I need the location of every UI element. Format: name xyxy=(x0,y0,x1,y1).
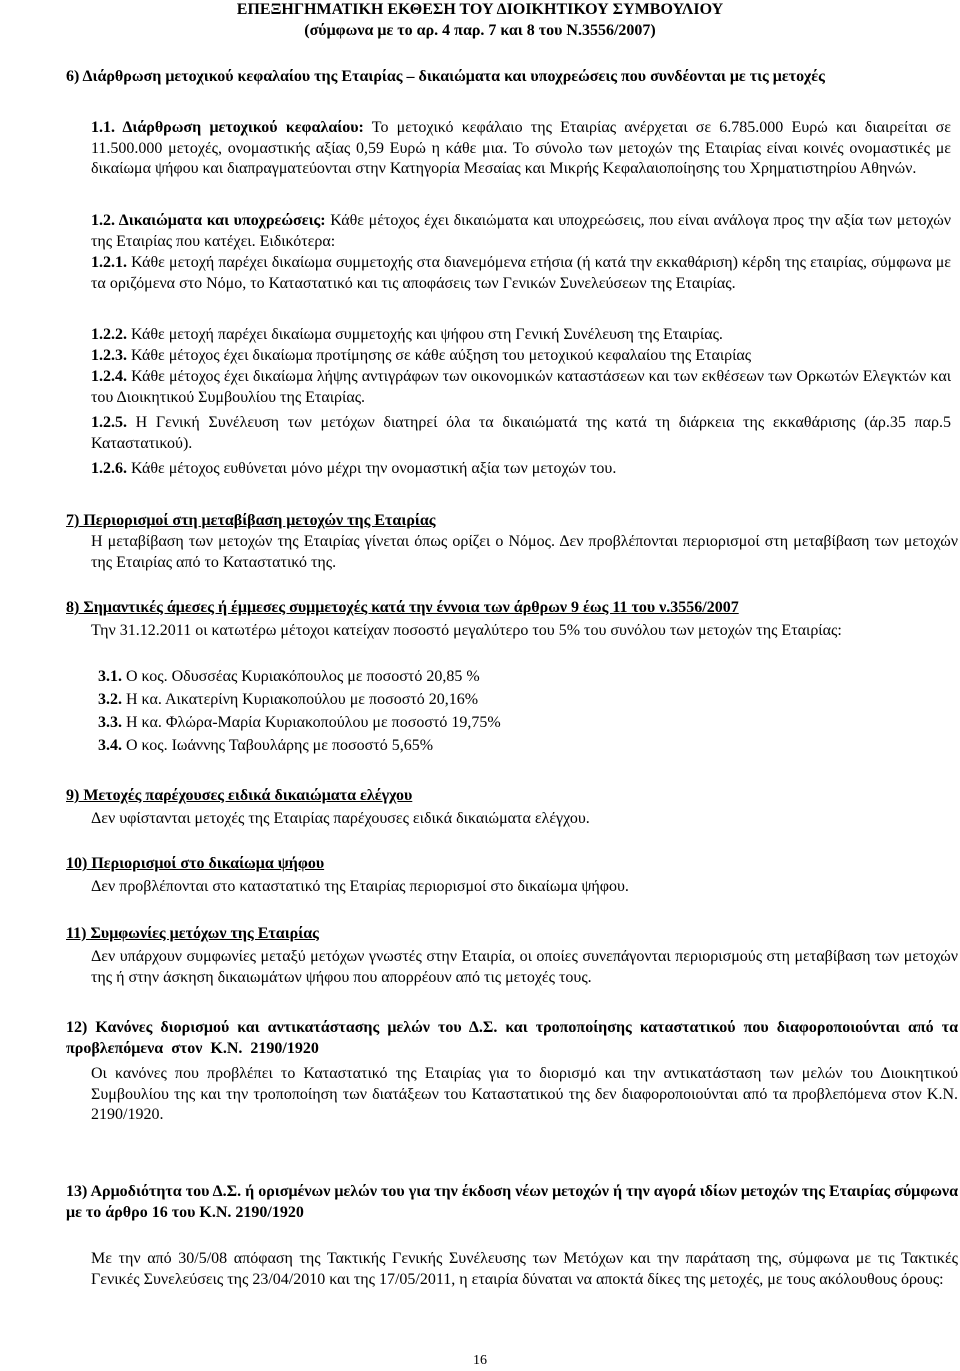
capital-text: Το μετοχικό κεφάλαιο της Εταιρίας ανέρχεται σε 6.785.000 Ευρώ και διαιρείται σε 11.500.000 μετοχές, ονομαστικής αξίας 0,59 Ευρώ η κάθε μια. xyxy=(91,119,951,157)
section-6-2-label: 1.2. Δικαιώματα και υποχρεώσεις: xyxy=(91,212,326,229)
section-13-heading: 13) Αρμοδιότητα του Δ.Σ. ή ορισμένων μελών του για την έκδοση νέων μετοχών ή την αγορά ιδίων μετοχών της Εταιρίας σύμφωνα με το άρθρο 16 του Κ.Ν. 2190/1920 xyxy=(66,1183,958,1221)
section-8-heading: 8) Σημαντικές άμεσες ή έμμεσες συμμετοχές κατά την έννοια των άρθρων 9 έως 11 του ν.3556/2007 xyxy=(66,599,739,616)
section-13-text: Με την από 30/5/08 απόφαση της Τακτικής Γενικής Συνέλευσης των Μετόχων και την παράταση της, σύμφωνα με τις Τακτικές Γενικές Συνελεύσεις της 23/04/2010 και της 17/05/2011, η εταιρία δύναται να αποκτά δίκες της μετοχές, με τους ακόλουθους όρους: xyxy=(91,1250,958,1288)
section-6-heading: 6) Διάρθρωση μετοχικού κεφαλαίου της Εταιρίας – δικαιώματα και υποχρεώσεις που συνδέονται με τις μετοχές xyxy=(66,68,825,85)
section-7-heading: 7) Περιορισμοί στη μεταβίβαση μετοχών της Εταιρίας xyxy=(66,512,436,529)
section-10-text: Δεν προβλέπονται στο καταστατικό της Εταιρίας περιορισμοί στο δικαίωμα ψήφου. xyxy=(91,878,629,895)
list-item: 1.2.6. Κάθε μέτοχος ευθύνεται μόνο μέχρι την ονομαστική αξία των μετοχών του. xyxy=(91,460,617,477)
section-10-heading: 10) Περιορισμοί στο δικαίωμα ψήφου xyxy=(66,855,325,872)
section-12-text: Οι κανόνες που προβλέπει το Καταστατικό της Εταιρίας για το διορισμό και την αντικατάσταση των μελών του Διοικητικού Συμβουλίου της και την τροποποίηση των διατάξεων του Καταστατικού της δεν διαφοροποιούνται από τα προβλεπόμενα στον Κ.Ν. 2190/1920. xyxy=(91,1065,958,1124)
section-11-text: Δεν υπάρχουν συμφωνίες μεταξύ μετόχων γνωστές στην Εταιρία, οι οποίες συνεπάγονται περιορισμούς στη μεταβίβαση των μετοχών της ή στην άσκηση δικαιωμάτων ψήφου που απορρέουν από τις μετοχές τους. xyxy=(91,948,958,986)
section-8-intro: Την 31.12.2011 οι κατωτέρω μέτοχοι κατείχαν ποσοστό μεγαλύτερο του 5% του συνόλου των μετοχών της Εταιρίας: xyxy=(91,622,842,639)
section-9-text: Δεν υφίστανται μετοχές της Εταιρίας παρέχουσες ειδικά δικαιώματα ελέγχου. xyxy=(91,810,590,827)
page-number: 16 xyxy=(473,1353,487,1368)
list-item: 1.2.2. Κάθε μετοχή παρέχει δικαίωμα συμμετοχής και ψήφου στη Γενική Συνέλευση της Εταιρίας. xyxy=(91,326,723,343)
list-item: 1.2.1. Κάθε μετοχή παρέχει δικαίωμα συμμετοχής στα διανεμόμενα ετήσια (ή κατά την εκκαθάριση) κέρδη της εταιρίας, σύμφωνα με τα οριζόμενα στο Νόμο, το Καταστατικό και τις αποφάσεις των Γενικών Συνελεύσεων της Εταιρίας. xyxy=(91,254,952,292)
section-11-heading: 11) Συμφωνίες μετόχων της Εταιρίας xyxy=(66,925,319,942)
section-6-1-paragraph xyxy=(91,118,951,180)
list-item: 1.2.3. Κάθε μέτοχος έχει δικαίωμα προτίμησης σε κάθε αύξηση του μετοχικού κεφαλαίου της Εταιρίας xyxy=(91,347,752,364)
holder-item: 3.3. Η κα. Φλώρα-Μαρία Κυριακοπούλου με ποσοστό 19,75% xyxy=(98,714,501,731)
rights-text: Κάθε μέτοχος έχει δικαιώματα και υποχρεώσεις, που είναι ανάλογα προς την αξία των μετοχών της Εταιρίας που κατέχει. Ειδικότερα: xyxy=(91,212,952,250)
list-item: 1.2.5. Η Γενική Συνέλευση των μετόχων διατηρεί όλα τα δικαιώματά της κατά τη διάρκεια της εκκαθάρισης (άρ.35 παρ.5 Καταστατικού). xyxy=(91,414,952,452)
shares-text: Το σύνολο των μετοχών της Εταιρίας είναι κοινές ονομαστικές με δικαίωμα ψήφου και διαπραγματεύονται στην Κατηγορία Μεσαίας και Μικρής Κεφαλαιοποίησης του Χρηματιστηρίου Αθηνών. xyxy=(91,139,951,178)
list-item: 1.2.4. Κάθε μέτοχος έχει δικαίωμα λήψης αντιγράφων των οικονομικών καταστάσεων και των εκθέσεων των Ορκωτών Ελεγκτών και του Διοικητικού Συμβουλίου της Εταιρίας. xyxy=(91,368,952,406)
section-6-1-label: 1.1. Διάρθρωση μετοχικού κεφαλαίου: xyxy=(91,119,364,136)
section-6-2-paragraph xyxy=(91,211,951,252)
section-12-heading: 12) Κανόνες διορισμού και αντικατάστασης μελών του Δ.Σ. και τροποποίησης καταστατικού που διαφοροποιούνται από τα προβλεπόμενα στον Κ.Ν. 2190/1920 xyxy=(66,1019,958,1057)
document-subtitle: (σύμφωνα με το αρ. 4 παρ. 7 και 8 του Ν.3556/2007) xyxy=(304,22,656,39)
holder-item: 3.4. Ο κος. Ιωάννης Ταβουλάρης με ποσοστό 5,65% xyxy=(98,737,434,754)
section-9-heading: 9) Μετοχές παρέχουσες ειδικά δικαιώματα ελέγχου xyxy=(66,787,413,804)
section-7-text: Η μεταβίβαση των μετοχών της Εταιρίας γίνεται όπως ορίζει ο Νόμος. Δεν προβλέπονται περιορισμοί στη μεταβίβαση των μετοχών της Εταιρίας από το Καταστατικό της. xyxy=(91,533,958,571)
holder-item: 3.1. Ο κος. Οδυσσέας Κυριακόπουλος με ποσοστό 20,85 % xyxy=(98,668,480,685)
holder-item: 3.2. Η κα. Αικατερίνη Κυριακοπούλου με ποσοστό 20,16% xyxy=(98,691,479,708)
document-title: ΕΠΕΞΗΓΗΜΑΤΙΚΗ ΕΚΘΕΣΗ ΤΟΥ ΔΙΟΙΚΗΤΙΚΟΥ ΣΥΜΒΟΥΛΙΟΥ xyxy=(236,1,724,18)
